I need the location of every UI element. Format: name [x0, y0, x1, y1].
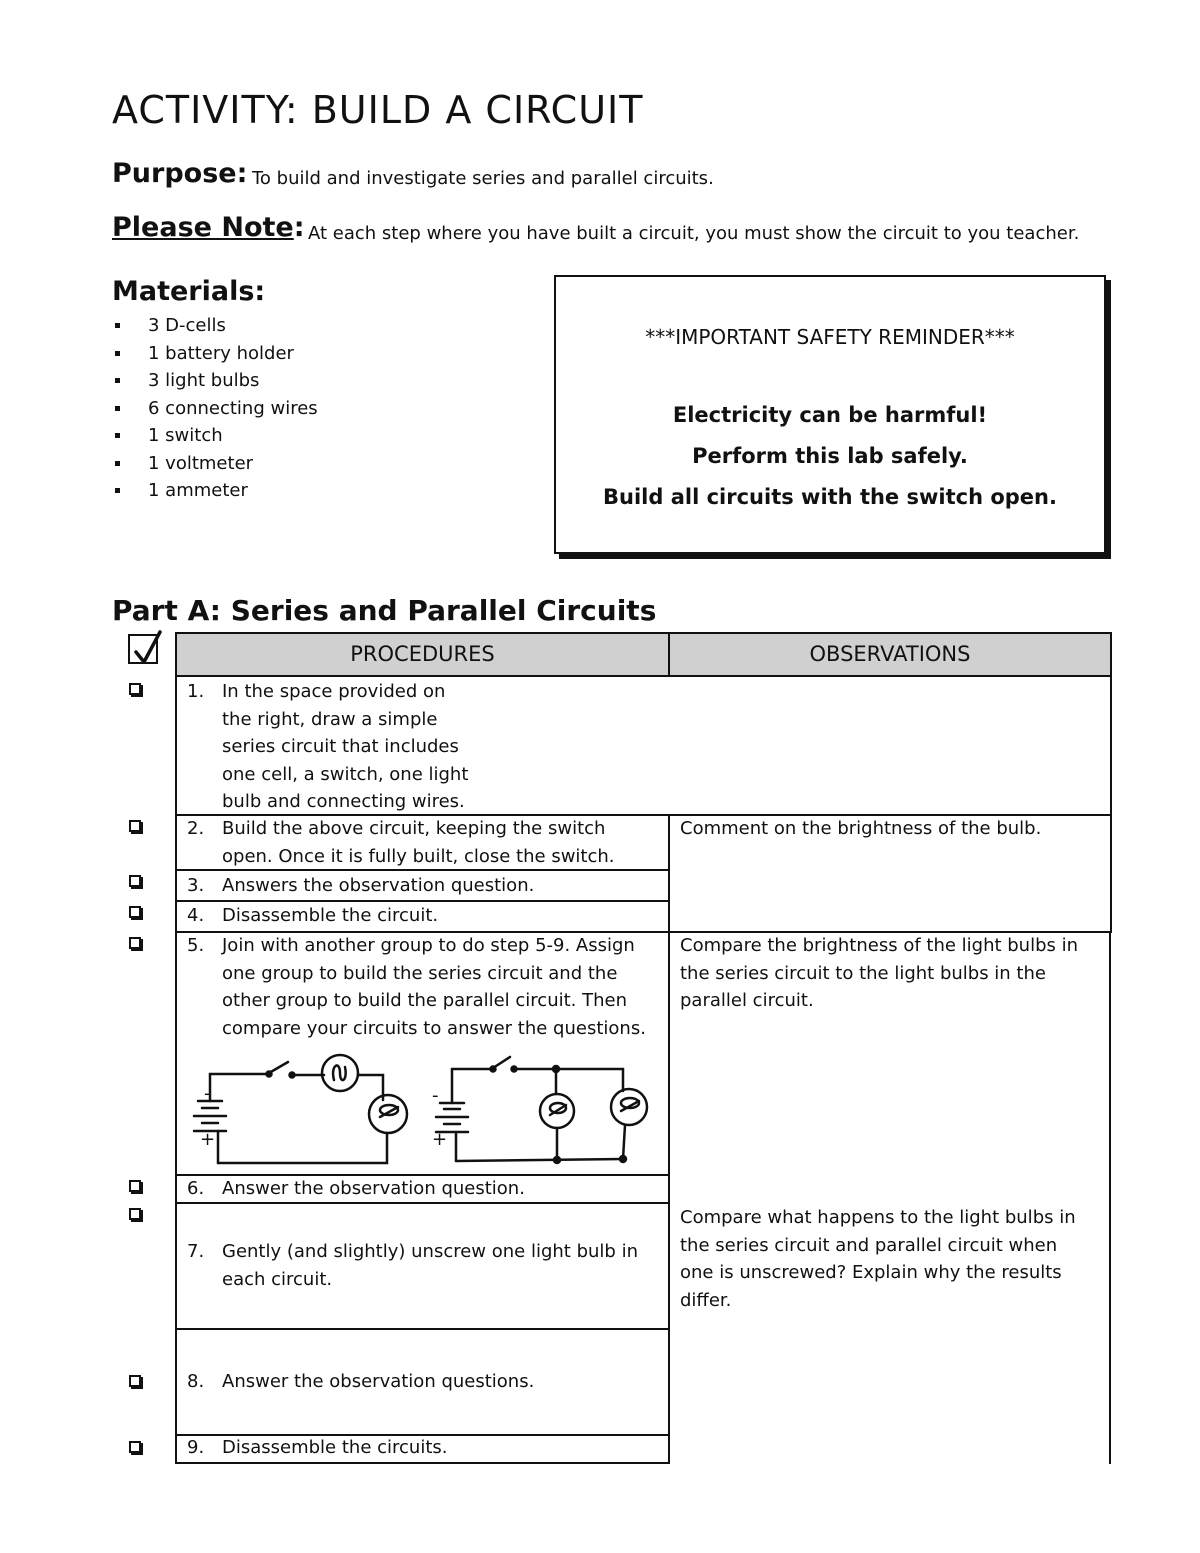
step-1-checkbox[interactable]: [129, 683, 141, 695]
purpose-label: Purpose:: [112, 158, 248, 189]
material-item: 3 D-cells: [112, 312, 318, 340]
material-item: 1 ammeter: [112, 477, 318, 505]
observation-text-line: Compare what happens to the light bulbs in: [680, 1207, 1076, 1228]
step-number: 8.: [187, 1371, 205, 1392]
safety-reminder-box: [554, 275, 1106, 554]
material-item: 1 voltmeter: [112, 450, 318, 478]
step-text-line: Answer the observation questions.: [222, 1371, 535, 1392]
safety-heading: ***IMPORTANT SAFETY REMINDER***: [645, 325, 1015, 349]
step-number: 3.: [187, 875, 205, 896]
step-text-line: Join with another group to do step 5-9. Assign: [222, 935, 635, 956]
battery-minus-label: -: [432, 1085, 439, 1106]
step-8-checkbox[interactable]: [129, 1375, 141, 1387]
please-note-text: At each step where you have built a circuit, you must show the circuit to you teacher.: [308, 223, 1080, 244]
safety-line: Electricity can be harmful!: [672, 403, 988, 427]
step-text-line: Disassemble the circuit.: [222, 905, 439, 926]
observation-3: [680, 1204, 1076, 1314]
step-text-line: Gently (and slightly) unscrew one light bulb in: [222, 1241, 638, 1262]
step-text-line: each circuit.: [222, 1268, 333, 1290]
material-item: 3 light bulbs: [112, 367, 318, 395]
step-text-line: Build the above circuit, keeping the switch: [222, 818, 606, 839]
circuit-diagrams: [180, 1045, 660, 1170]
step-text-line: series circuit that includes: [222, 736, 459, 757]
step-text-line: one group to build the series circuit and the: [222, 962, 618, 984]
observation-text-line: parallel circuit.: [680, 990, 814, 1011]
parallel-circuit-diagram: [436, 1057, 647, 1163]
observation-text-line: differ.: [680, 1289, 732, 1311]
materials-list: [112, 312, 318, 505]
step-number: 4.: [187, 905, 205, 926]
observation-2: [680, 932, 1078, 1015]
material-item: 6 connecting wires: [112, 395, 318, 423]
observation-text-line: the series circuit to the light bulbs in the: [680, 962, 1046, 984]
please-note-colon: :: [293, 212, 305, 243]
step-5-checkbox[interactable]: [129, 937, 141, 949]
purpose-text: To build and investigate series and parallel circuits.: [252, 168, 714, 189]
battery-minus-label: -: [204, 1083, 211, 1104]
step-text-line: Disassemble the circuits.: [222, 1437, 448, 1458]
step-text-line: Answers the observation question.: [222, 875, 535, 896]
step-text-line: In the space provided on: [222, 681, 446, 702]
please-note-label-text: Please Note: [112, 212, 294, 243]
step-text-line: open. Once it is fully built, close the switch.: [222, 845, 615, 867]
step-number: 5.: [187, 935, 205, 956]
battery-plus-label: +: [432, 1129, 448, 1150]
step-text-line: Answer the observation question.: [222, 1178, 525, 1199]
step-text-line: compare your circuits to answer the questions.: [222, 1017, 646, 1039]
step-text-line: other group to build the parallel circuit. Then: [222, 990, 627, 1011]
observation-1: [680, 815, 1041, 843]
observation-text-line: one is unscrewed? Explain why the results: [680, 1262, 1062, 1283]
step-2-checkbox[interactable]: [129, 820, 141, 832]
safety-line: Build all circuits with the switch open.: [603, 485, 1057, 509]
step-7-checkbox[interactable]: [129, 1208, 141, 1220]
observations-header: OBSERVATIONS: [668, 632, 1112, 677]
step-number: 9.: [187, 1437, 205, 1458]
safety-line: Perform this lab safely.: [692, 444, 968, 468]
step-number: 2.: [187, 818, 205, 839]
checkmark-icon: [132, 628, 166, 668]
step-4-checkbox[interactable]: [129, 906, 141, 918]
step-text-line: the right, draw a simple: [222, 708, 438, 730]
observation-text-line: the series circuit and parallel circuit when: [680, 1234, 1058, 1256]
procedures-header: PROCEDURES: [175, 632, 670, 677]
materials-label: Materials:: [112, 276, 266, 307]
page-title: ACTIVITY: BUILD A CIRCUIT: [112, 88, 644, 132]
step-3-checkbox[interactable]: [129, 875, 141, 887]
step-number: 6.: [187, 1178, 205, 1199]
step-number: 1.: [187, 681, 205, 702]
series-circuit-diagram: [194, 1055, 407, 1163]
please-note-label: [112, 212, 305, 243]
observation-divider: [668, 931, 1112, 933]
step-number: 7.: [187, 1241, 205, 1262]
table-right-border: [1109, 931, 1111, 1464]
part-a-title: Part A: Series and Parallel Circuits: [112, 594, 657, 627]
step-text-line: one cell, a switch, one light: [222, 763, 469, 785]
step-9-checkbox[interactable]: [129, 1441, 141, 1453]
check-column-icon: [128, 634, 158, 664]
step-text-line: bulb and connecting wires.: [222, 791, 465, 812]
material-item: 1 battery holder: [112, 340, 318, 368]
observation-text-line: Compare the brightness of the light bulbs in: [680, 935, 1079, 956]
material-item: 1 switch: [112, 422, 318, 450]
observation-text-line: Comment on the brightness of the bulb.: [680, 818, 1042, 839]
step-6-checkbox[interactable]: [129, 1180, 141, 1192]
battery-plus-label: +: [200, 1129, 216, 1150]
